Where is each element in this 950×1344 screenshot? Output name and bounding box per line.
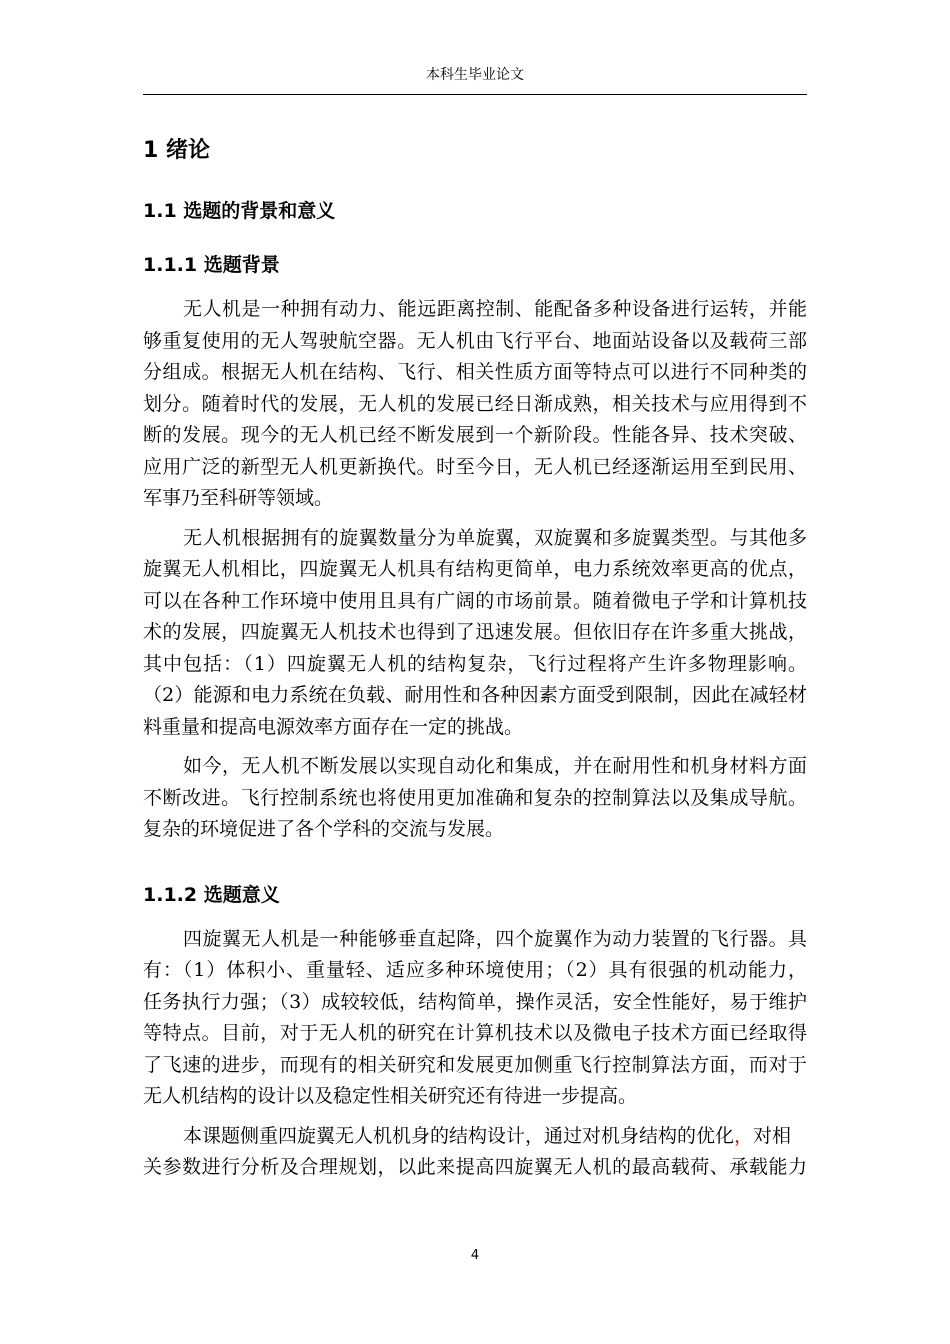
text-line: 有：（1）体积小、重量轻、适应多种环境使用；（2）具有很强的机动能力，: [143, 959, 807, 981]
text-line: 复杂的环境促进了各个学科的交流与发展。: [143, 818, 505, 840]
text-line: 应用广泛的新型无人机更新换代。时至今日，无人机已经逐渐运用至到民用、: [143, 455, 807, 478]
header-rule: [143, 94, 807, 95]
page-number: 4: [470, 1248, 480, 1263]
text-line: [143, 1121, 807, 1153]
text-line: 关参数进行分析及合理规划，以此来提高四旋翼无人机的最高载荷、承载能力: [143, 1156, 807, 1178]
section-title: 1.1 选题的背景和意义: [143, 200, 336, 222]
paragraph: [143, 523, 807, 744]
paragraph: [143, 1121, 807, 1184]
text-line: （2）能源和电力系统在负载、耐用性和各种因素方面受到限制，因此在减轻材: [143, 684, 807, 706]
text-line: 可以在各种工作环境中使用且具有广阔的市场前景。随着微电子学和计算机技: [143, 589, 807, 612]
text-line: 不断改进。飞行控制系统也将使用更加准确和复杂的控制算法以及集成导航。: [143, 786, 807, 809]
text-line: 料重量和提高电源效率方面存在一定的挑战。: [143, 715, 524, 738]
text-line: 旋翼无人机相比，四旋翼无人机具有结构更简单，电力系统效率更高的优点，: [143, 558, 807, 580]
text-line: 无人机结构的设计以及稳定性相关研究还有待进一步提高。: [143, 1085, 638, 1107]
text-line: 断的发展。现今的无人机已经不断发展到一个新阶段。性能各异、技术突破、: [143, 424, 807, 446]
text-line: 任务执行力强；（3）成较较低，结构简单，操作灵活，安全性能好，易于维护: [143, 990, 807, 1013]
text-span: 本课题侧重四旋翼无人机机身的结构设计，通过对机身结构的优化: [183, 1124, 735, 1147]
running-header: 本科生毕业论文: [426, 67, 524, 83]
text-span: 对相: [753, 1124, 792, 1147]
chapter-title: 1 绪论: [143, 138, 210, 163]
text-line: 等特点。目前，对于无人机的研究在计算机技术以及微电子技术方面已经取得: [143, 1022, 807, 1044]
page-content: [143, 134, 807, 1192]
text-line: 无人机根据拥有的旋翼数量分为单旋翼，双旋翼和多旋翼类型。与其他多: [183, 526, 807, 549]
text-line: 分组成。根据无人机在结构、飞行、相关性质方面等特点可以进行不同种类的: [143, 361, 807, 383]
text-line: 其中包括：（1）四旋翼无人机的结构复杂，飞行过程将产生许多物理影响。: [143, 652, 807, 675]
text-line: 划分。随着时代的发展，无人机的发展已经日渐成熟，相关技术与应用得到不: [143, 392, 807, 415]
paragraph: [143, 751, 807, 846]
text-line: 军事乃至科研等领域。: [143, 487, 334, 509]
text-line: 了飞速的进步，而现有的相关研究和发展更加侧重飞行控制算法方面，而对于: [143, 1053, 807, 1076]
text-line: 四旋翼无人机是一种能够垂直起降，四个旋翼作为动力装置的飞行器。具: [183, 927, 807, 950]
subsection-title-significance: 1.1.2 选题意义: [143, 883, 280, 906]
subsection-title-background: 1.1.1 选题背景: [143, 254, 280, 276]
text-line: 无人机是一种拥有动力、能远距离控制、能配备多种设备进行运转，并能: [183, 298, 807, 320]
paragraph: [143, 294, 807, 515]
text-line: 如今，无人机不断发展以实现自动化和集成，并在耐用性和机身材料方面: [183, 755, 807, 777]
text-line: 术的发展，四旋翼无人机技术也得到了迅速发展。但依旧存在许多重大挑战，: [143, 621, 807, 643]
paragraph: [143, 924, 807, 1113]
text-line: 够重复使用的无人驾驶航空器。无人机由飞行平台、地面站设备以及载荷三部: [143, 329, 807, 352]
red-comma: ，: [734, 1124, 754, 1147]
